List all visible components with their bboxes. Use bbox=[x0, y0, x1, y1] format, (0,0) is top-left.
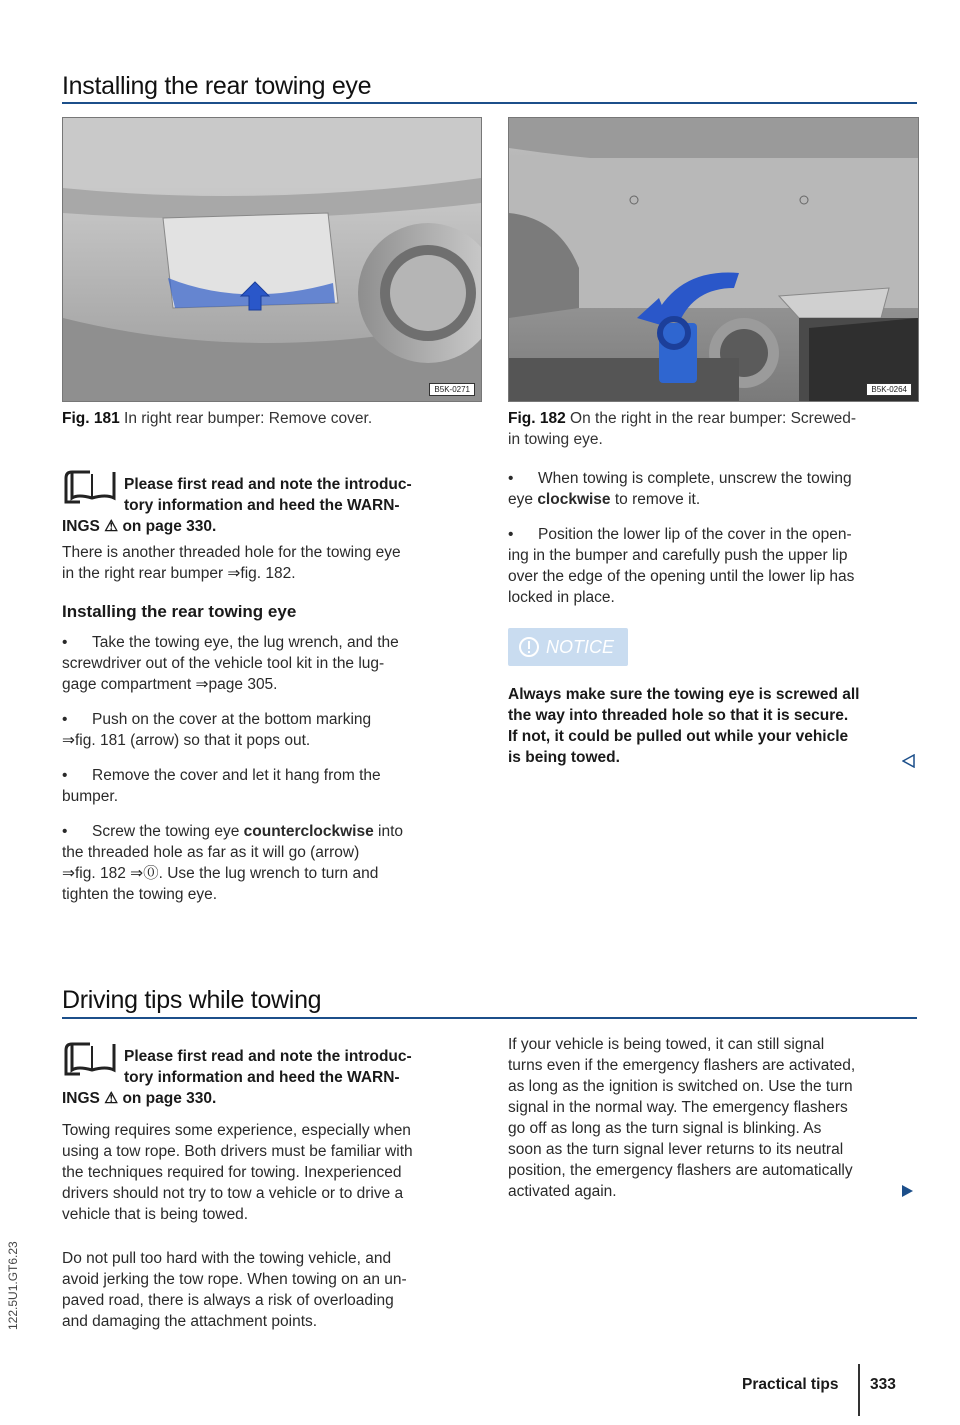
figure-code: B5K-0264 bbox=[866, 383, 912, 396]
figure-182-caption: Fig. 182 On the right in the rear bumper: Screwed- in towing eye. bbox=[508, 410, 857, 448]
page-number: 333 bbox=[870, 1376, 896, 1393]
notice-label: NOTICE bbox=[546, 637, 615, 657]
read-note: Please first read and note the introduc- tory information and heed the WARN- INGS ⚠ on page 330. bbox=[62, 1048, 412, 1107]
intro-paragraph: There is another threaded hole for the towing eye in the right rear bumper ⇒fig. 182. bbox=[62, 544, 401, 582]
read-note: Please first read and note the introduc- tory information and heed the WARN- INGS ⚠ on page 330. bbox=[62, 476, 412, 535]
right-instruction-list bbox=[508, 468, 918, 608]
instruction-list bbox=[62, 632, 492, 905]
footer-section-label: Practical tips bbox=[742, 1376, 839, 1393]
section-title-installing: Installing the rear towing eye bbox=[62, 72, 372, 100]
side-code: 122.5U1.GT6.23 bbox=[6, 1241, 20, 1330]
warning-triangle-icon: ⚠ bbox=[104, 518, 119, 535]
section-rule bbox=[62, 1017, 917, 1019]
figure-code: B5K-0271 bbox=[429, 383, 475, 396]
footer-divider bbox=[858, 1364, 860, 1416]
figure-181-image bbox=[62, 117, 482, 402]
notice-info-icon bbox=[518, 636, 540, 658]
section-end-icon bbox=[902, 754, 916, 768]
list-item: • Push on the cover at the bottom marking ⇒fig. 181 (arrow) so that it pops out. bbox=[62, 711, 372, 749]
list-item: • Position the lower lip of the cover in the open- ing in the bumper and carefully push the upper lip over the edge of the opening until the lower lip has locked in place. bbox=[508, 526, 855, 606]
notice-text: Always make sure the towing eye is screwed all the way into threaded hole so that it is secure. If not, it could be pulled out while your vehicle is being towed. bbox=[508, 686, 860, 766]
paragraph-turn-signals: If your vehicle is being towed, it can still signal turns even if the emergency flashers are activated, as long as the ignition is switched on. Use the turn signal in the normal way. The emergency flashers go off as long as the turn signal is blinking. As soon as the turn signal lever returns to its neutral position, the emergency flashers are automatically activated again. bbox=[508, 1036, 856, 1200]
continue-arrow-icon bbox=[900, 1184, 914, 1198]
section-title-driving-tips: Driving tips while towing bbox=[62, 986, 322, 1014]
paragraph-pull-warning: Do not pull too hard with the towing vehicle, and avoid jerking the tow rope. When towing on an un- paved road, there is always a risk of overloading and damaging the attachment points. bbox=[62, 1250, 407, 1330]
section-rule bbox=[62, 102, 917, 104]
list-item: • Remove the cover and let it hang from the bumper. bbox=[62, 767, 381, 805]
figure-181-caption: Fig. 181 In right rear bumper: Remove cover. bbox=[62, 410, 373, 427]
towing-eye-illustration bbox=[509, 118, 918, 401]
warning-triangle-icon: ⚠ bbox=[104, 1090, 119, 1107]
list-item: • Screw the towing eye counterclockwise into the threaded hole as far as it will go (arrow) ⇒fig. 182 ⇒⓪. Use the lug wrench to turn and tighten the towing eye. bbox=[62, 823, 404, 903]
paragraph-towing-experience: Towing requires some experience, especially when using a tow rope. Both drivers must be familiar with the techniques required for towing. Inexperienced drivers should not try to tow a vehicle or to drive a vehicle that is being towed. bbox=[62, 1122, 413, 1223]
list-item: • When towing is complete, unscrew the towing eye clockwise to remove it. bbox=[508, 470, 852, 508]
list-item: • Take the towing eye, the lug wrench, and the screwdriver out of the vehicle tool kit in the lug- gage compartment ⇒page 305. bbox=[62, 634, 399, 693]
subheading-installing: Installing the rear towing eye bbox=[62, 602, 297, 621]
bumper-cover-illustration bbox=[63, 118, 481, 401]
figure-182-image bbox=[508, 117, 919, 402]
